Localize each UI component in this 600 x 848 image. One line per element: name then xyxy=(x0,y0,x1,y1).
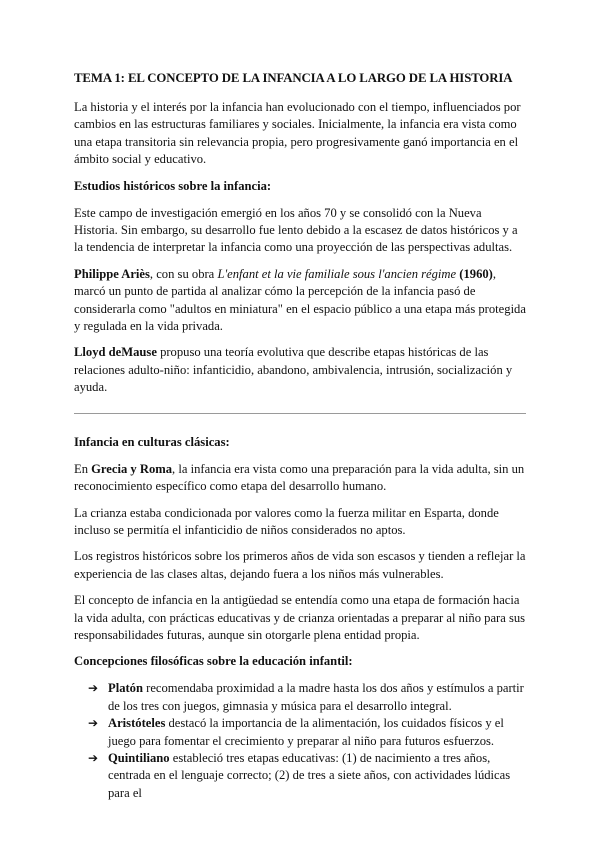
list-item xyxy=(88,680,526,715)
classical-paragraph-3: Los registros históricos sobre los primeros años de vida son escasos y tienden a reflejar la experiencia de las clases altas, dejando fuera a los niños más vulnerables. xyxy=(74,549,526,581)
aries-rest: , marcó un punto de partida al analizar cómo la percepción de la infancia pasó de considerarla como "adultos en miniatura" en el espacio público a una etapa más protegida y regulada en la vida privada. xyxy=(74,266,526,334)
arrow-right-icon: ➔ xyxy=(88,681,99,696)
section-heading-classical-cultures: Infancia en culturas clásicas: xyxy=(74,434,230,449)
classical-paragraph-4: El concepto de infancia en la antigüedad se entendía como una etapa de formación hacia la vida adulta, con prácticas educativas y de crianza orientadas a preparar al niño para sus responsabilidades futuras, aunque sin otorgarle plena entidad propia. xyxy=(74,593,526,642)
demause-name: Lloyd deMause xyxy=(74,345,157,360)
demause-rest: propuso una teoría evolutiva que describe etapas históricas de las relaciones adulto-niño: infanticidio, abandono, ambivalencia, intrusión, socialización y ayuda. xyxy=(74,345,513,395)
document-title: TEMA 1: EL CONCEPTO DE LA INFANCIA A LO LARGO DE LA HISTORIA xyxy=(74,71,513,85)
demause-paragraph xyxy=(74,344,526,396)
section-heading-philosophical: Concepciones filosóficas sobre la educación infantil: xyxy=(74,654,353,669)
list-item xyxy=(88,750,526,802)
classical-paragraph-1 xyxy=(74,461,526,496)
classical-paragraph-2: La crianza estaba condicionada por valores como la fuerza militar en Esparta, donde incluso se permitía el infanticidio de niños considerados no aptos. xyxy=(74,505,499,537)
classical-p1-pre: En xyxy=(74,461,92,476)
list-item xyxy=(88,715,526,750)
aries-pre: , con su obra xyxy=(149,266,218,281)
philosopher-text: recomendaba proximidad a la madre hasta los dos años y estímulos a partir de los tres con juegos, gimnasia y música para el desarrollo integral. xyxy=(108,681,524,713)
philosopher-name: Aristóteles xyxy=(108,716,166,731)
classical-p1-rest: , la infancia era vista como una preparación para la vida adulta, sin un reconocimiento específico como etapa del desarrollo humano. xyxy=(74,461,525,494)
section-divider xyxy=(74,413,526,414)
arrow-right-icon: ➔ xyxy=(88,716,99,731)
aries-paragraph xyxy=(74,266,526,336)
aries-year: (1960) xyxy=(459,266,493,281)
philosophers-list xyxy=(74,680,526,802)
philosopher-name: Platón xyxy=(108,681,143,696)
philosopher-text: estableció tres etapas educativas: (1) de nacimiento a tres años, centrada en el lenguaje correcto; (2) de tres a siete años, con actividades lúdicas para el xyxy=(108,750,511,800)
section-heading-historical-studies: Estudios históricos sobre la infancia: xyxy=(74,178,272,193)
aries-work-title: L'enfant et la vie familiale sous l'ancien régime xyxy=(217,266,457,281)
greece-rome: Grecia y Roma xyxy=(91,461,173,476)
philosopher-text: destacó la importancia de la alimentación, los cuidados físicos y el juego para fomentar el crecimiento y preparar al niño para futuros esfuerzos. xyxy=(108,716,504,748)
document-content xyxy=(74,70,526,802)
intro-paragraph: La historia y el interés por la infancia han evolucionado con el tiempo, influenciados por cambios en las estructuras familiares y sociales. Inicialmente, la infancia era vista como una etapa transitoria sin relevancia propia, pero progresivamente ganó importancia en el ámbito social y educativo. xyxy=(74,100,521,167)
arrow-right-icon: ➔ xyxy=(88,750,99,765)
aries-name: Philippe Ariès xyxy=(74,266,150,281)
historical-studies-paragraph: Este campo de investigación emergió en los años 70 y se consolidó con la Nueva Historia. Sin embargo, su desarrollo fue lento debido a la escasez de datos históricos y a la tendencia de interpretar la infancia como una proyección de las perspectivas adultas. xyxy=(74,205,518,255)
philosopher-name: Quintiliano xyxy=(108,750,170,765)
